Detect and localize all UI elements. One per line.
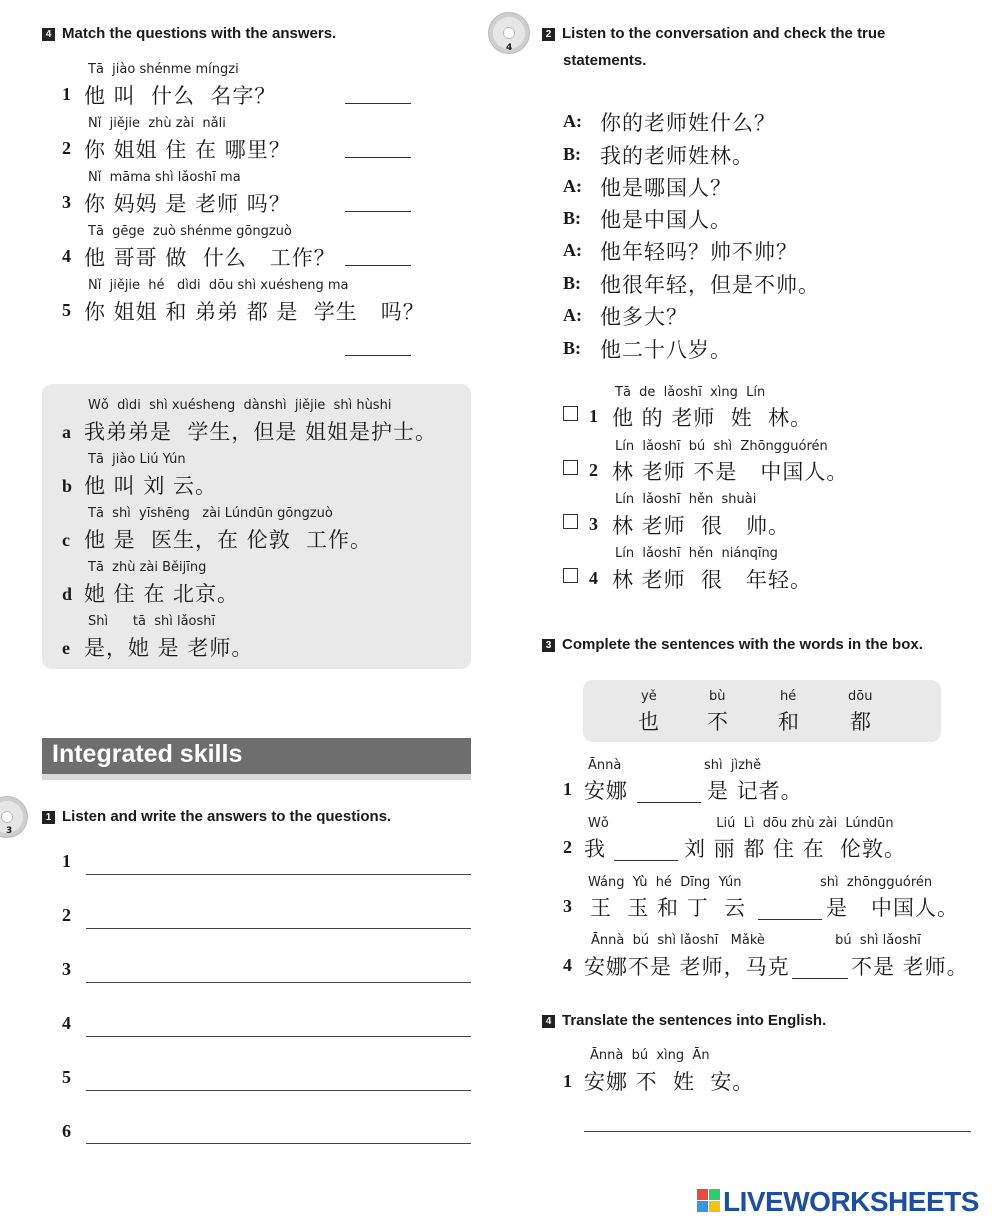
line-number: 2	[62, 905, 71, 925]
word-hanzi: 也	[638, 710, 660, 734]
sentence-part: 我	[584, 837, 606, 861]
question-text: 你 姐姐 住 在 哪里？	[84, 138, 291, 162]
line-number: 6	[62, 1121, 71, 1141]
line-number: 5	[62, 1067, 71, 1087]
audio-track-number: 4	[506, 43, 513, 53]
question-pinyin: Tā gēge zuò shénme gōngzuò	[88, 224, 292, 239]
answer-line[interactable]	[86, 928, 471, 929]
word-pinyin: hé	[780, 689, 797, 704]
speaker-label: A:	[563, 240, 582, 260]
listen-write-header: 1 Listen and write the answers to the questions.	[42, 808, 391, 825]
sentence-number: 3	[563, 896, 572, 916]
answer-pinyin: Shì tā shì lǎoshī	[88, 614, 216, 629]
sentence-part: 刘 丽 都 住 在 伦敦。	[684, 837, 907, 861]
sentence-pinyin: Ānnà bú shì lǎoshī Mǎkè bú shì lǎoshī	[591, 933, 921, 948]
sentence-number: 4	[563, 955, 572, 975]
answer-text: 是，她 是 老师。	[84, 636, 254, 660]
complete-header: 3 Complete the sentences with the words in the box.	[542, 636, 923, 653]
translate-text: 安娜 不 姓 安。	[584, 1070, 755, 1094]
question-pinyin: Nǐ māma shì lǎoshī ma	[88, 170, 241, 185]
match-header: 4 Match the questions with the answers.	[42, 25, 336, 42]
answer-line[interactable]	[86, 982, 471, 983]
speaker-label: B:	[563, 273, 581, 293]
statement-text: 林 老师 很 帅。	[612, 514, 791, 538]
answer-text: 他 叫 刘 云。	[84, 474, 218, 498]
translate-number: 1	[563, 1071, 572, 1091]
fill-blank[interactable]	[637, 801, 701, 803]
sentence-pinyin: Wǒ Liú Lì dōu zhù zài Lúndūn	[588, 816, 894, 831]
statement-pinyin: Tā de lǎoshī xìng Lín	[615, 385, 766, 400]
question-pinyin: Tā jiào shénme míngzi	[88, 62, 239, 77]
answer-letter: e	[62, 638, 70, 658]
liveworksheets-logo[interactable]: LIVEWORKSHEETS	[697, 1186, 979, 1218]
answer-blank[interactable]	[345, 102, 411, 104]
dialogue-line: 他很年轻，但是不帅。	[600, 273, 820, 297]
answer-line[interactable]	[86, 1036, 471, 1037]
answer-text: 我弟弟是 学生，但是 姐姐是护士。	[84, 420, 438, 444]
audio-cd-icon[interactable]	[0, 796, 28, 838]
listen-check-header-cont: statements.	[563, 52, 647, 69]
sentence-part: 是 记者。	[707, 779, 803, 803]
word-hanzi: 不	[707, 710, 729, 734]
section-badge: 4	[42, 28, 55, 41]
question-number: 2	[62, 138, 71, 158]
checkbox[interactable]	[563, 513, 578, 532]
dialogue-line: 我的老师姓林。	[600, 144, 754, 168]
statement-pinyin: Lín lǎoshī hěn shuài	[615, 492, 757, 507]
word-pinyin: yě	[641, 689, 657, 704]
listen-check-header: 2 Listen to the conversation and check the true	[542, 25, 885, 42]
checkbox[interactable]	[563, 405, 578, 424]
sentence-pinyin: Ānnà shì jìzhě	[588, 758, 762, 773]
word-hanzi: 和	[778, 710, 800, 734]
question-text: 他 叫 什么 名字？	[84, 84, 277, 108]
question-pinyin: Nǐ jiějie hé dìdi dōu shì xuésheng ma	[88, 278, 349, 293]
statement-text: 他 的 老师 姓 林。	[612, 406, 813, 430]
dialogue-line: 你的老师姓什么？	[600, 111, 776, 135]
fill-blank[interactable]	[758, 918, 822, 920]
question-number: 5	[62, 300, 71, 320]
sentence-part: 不是 老师。	[851, 955, 969, 979]
word-box	[583, 680, 941, 742]
answer-pinyin: Tā jiào Liú Yún	[88, 452, 186, 467]
answer-letter: d	[62, 584, 73, 604]
dialogue-line: 他是中国人。	[600, 208, 732, 232]
speaker-label: B:	[563, 208, 581, 228]
line-number: 1	[62, 851, 71, 871]
sentence-pinyin: Wáng Yù hé Dīng Yún shì zhōngguórén	[588, 875, 933, 890]
sentence-part: 安娜不是 老师，马克	[584, 955, 790, 979]
speaker-label: B:	[563, 144, 581, 164]
dialogue-line: 他多大？	[600, 305, 688, 329]
answer-letter: a	[62, 422, 71, 442]
question-text: 他 哥哥 做 什么 工作？	[84, 246, 336, 270]
sentence-number: 1	[563, 779, 572, 799]
sentence-part: 安娜	[584, 779, 628, 803]
answer-blank[interactable]	[345, 354, 411, 356]
checkbox[interactable]	[563, 459, 578, 478]
line-number: 3	[62, 959, 71, 979]
statement-number: 1	[589, 406, 598, 426]
answer-text: 她 住 在 北京。	[84, 582, 240, 606]
section-badge: 3	[542, 639, 555, 652]
answer-letter: b	[62, 476, 73, 496]
checkbox[interactable]	[563, 567, 578, 586]
answer-blank[interactable]	[345, 156, 411, 158]
answer-blank[interactable]	[345, 264, 411, 266]
answer-pinyin: Tā zhù zài Běijīng	[88, 560, 207, 575]
sentence-number: 2	[563, 837, 572, 857]
question-number: 3	[62, 192, 71, 212]
answer-pinyin: Tā shì yīshēng zài Lúndūn gōngzuò	[88, 506, 333, 521]
sentence-part: 王 玉 和 丁 云	[590, 896, 747, 920]
audio-track-number: 3	[6, 826, 13, 836]
line-number: 4	[62, 1013, 71, 1033]
section-badge: 2	[542, 28, 555, 41]
question-pinyin: Nǐ jiějie zhù zài nǎli	[88, 116, 226, 131]
answer-line[interactable]	[86, 1143, 471, 1144]
logo-icon	[697, 1189, 721, 1213]
question-text: 你 姐姐 和 弟弟 都 是 学生 吗？	[84, 300, 425, 324]
dialogue-line: 他二十八岁。	[600, 338, 732, 362]
section-badge: 4	[542, 1015, 555, 1028]
sentence-part: 是 中国人。	[826, 896, 960, 920]
integrated-skills-banner: Integrated skills	[42, 738, 471, 780]
dialogue-line: 他年轻吗？帅不帅？	[600, 240, 798, 264]
translate-pinyin: Ānnà bú xìng Ān	[590, 1048, 710, 1063]
speaker-label: A:	[563, 305, 582, 325]
answer-letter: c	[62, 530, 70, 550]
speaker-label: A:	[563, 111, 582, 131]
answer-line[interactable]	[86, 874, 471, 875]
question-text: 你 妈妈 是 老师 吗？	[84, 192, 291, 216]
question-number: 4	[62, 246, 71, 266]
statement-number: 4	[589, 568, 598, 588]
word-hanzi: 都	[850, 710, 872, 734]
answer-text: 他 是 医生，在 伦敦 工作。	[84, 528, 373, 552]
dialogue-line: 他是哪国人？	[600, 176, 732, 200]
statement-text: 林 老师 不是 中国人。	[612, 460, 849, 484]
statement-number: 2	[589, 460, 598, 480]
speaker-label: B:	[563, 338, 581, 358]
translate-header: 4 Translate the sentences into English.	[542, 1012, 826, 1029]
answer-pinyin: Wǒ dìdi shì xuésheng dànshì jiějie shì hùshi	[88, 398, 392, 413]
answer-blank[interactable]	[345, 210, 411, 212]
section-badge: 1	[42, 811, 55, 824]
word-pinyin: dōu	[848, 689, 873, 704]
fill-blank[interactable]	[614, 859, 678, 861]
speaker-label: A:	[563, 176, 582, 196]
statement-text: 林 老师 很 年轻。	[612, 568, 813, 592]
statement-number: 3	[589, 514, 598, 534]
question-number: 1	[62, 84, 71, 104]
statement-pinyin: Lín lǎoshī hěn niánqīng	[615, 546, 778, 561]
translation-line[interactable]	[584, 1131, 971, 1132]
answer-line[interactable]	[86, 1090, 471, 1091]
statement-pinyin: Lín lǎoshī bú shì Zhōngguórén	[615, 439, 828, 454]
word-pinyin: bù	[709, 689, 726, 704]
fill-blank[interactable]	[792, 977, 848, 979]
